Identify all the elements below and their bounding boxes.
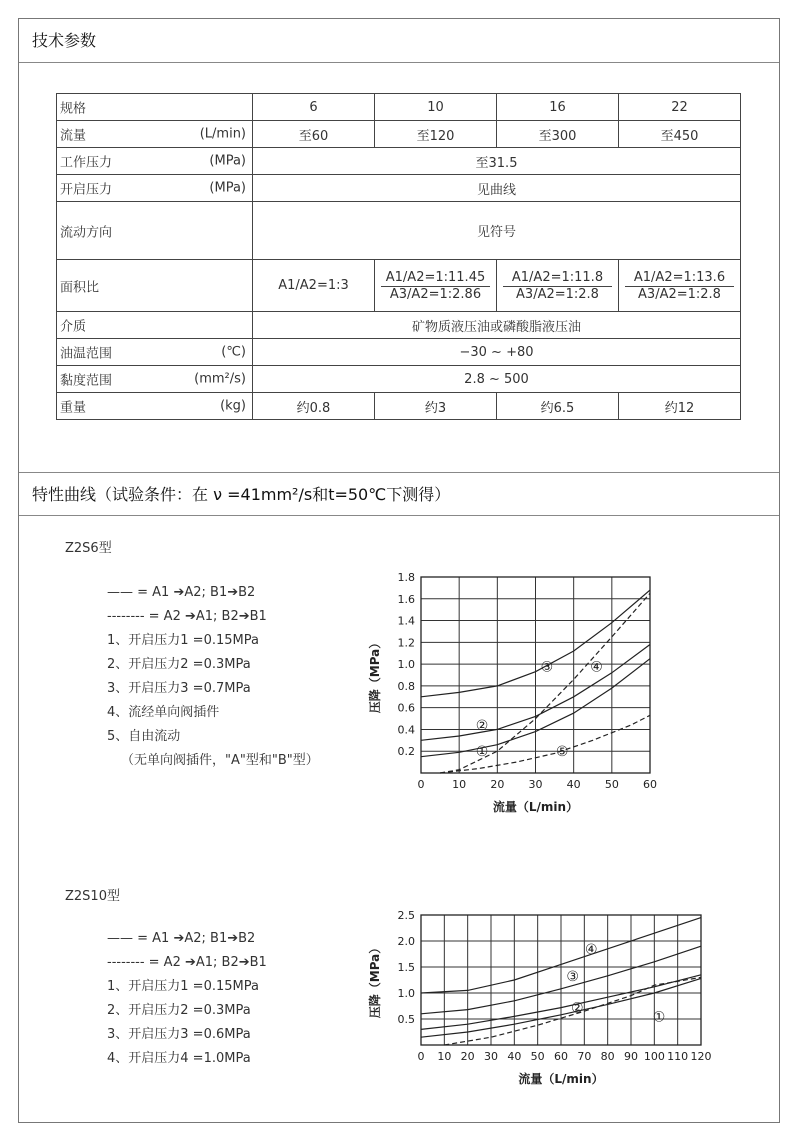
curve-label: ⑤ [555,744,569,761]
table-row [57,260,741,312]
curve-label: ③ [566,968,579,985]
table-cell: A1/A2=1:3 [253,260,375,312]
x-tick-label: 60 [554,1050,568,1063]
table-cell: 至450 [619,121,741,148]
row-label: 开启压力 [60,182,113,198]
curve-label: ④ [585,941,598,958]
table-cell: 见曲线 [253,175,741,202]
row-unit: (L/min) [199,126,246,142]
curve-label: ① [652,1009,666,1026]
x-tick-label: 50 [530,1050,545,1063]
row-unit: (MPa) [209,180,246,196]
table-cell: 矿物质液压油或磷酸脂液压油 [253,312,741,339]
row-label: 规格 [60,101,87,117]
table-cell: 2.8 ~ 500 [253,366,741,393]
chart-z2s6 [349,544,669,814]
x-tick-label: 90 [624,1050,638,1063]
curve-label: ② [475,718,489,735]
x-tick-label: 30 [484,1050,498,1063]
x-axis-label: 流量（L/min） [518,1072,604,1086]
y-tick-label: 1.5 [397,961,415,974]
curve-label: ② [571,1000,584,1017]
table-cell: 约3 [375,393,497,420]
x-tick-label: 20 [490,778,505,791]
row-label: 流量 [60,128,87,144]
table-cell [375,260,497,312]
row-label: 工作压力 [60,155,113,171]
x-tick-label: 20 [460,1050,475,1063]
row-label: 油温范围 [60,346,113,362]
row-label: 介质 [60,319,87,335]
row-label: 重量 [60,400,87,416]
table-row [57,202,741,260]
y-tick-label: 1.0 [397,658,415,672]
legend-item: -------- = A2 ➔A1; B2➔B1 [107,609,267,624]
legend-item: —— = A1 ➔A2; B1➔B2 [107,585,256,600]
section-title-curves: 特性曲线（试验条件：在 ν =41mm²/s和t=50℃下测得） [19,472,779,516]
row-label: 面积比 [60,280,100,295]
y-tick-label: 0.8 [397,679,415,693]
row-unit: (kg) [220,398,246,414]
ratio-top: A1/A2=1:11.45 [381,270,490,287]
ratio-top: A1/A2=1:13.6 [625,270,734,287]
legend-z2s6 [107,581,319,773]
x-tick-label: 50 [604,778,619,791]
legend-item: （无单向阀插件，"A"型和"B"型） [121,753,319,768]
row-unit: (MPa) [209,153,246,169]
y-axis-label: 压降（MPa） [368,636,382,714]
row-label: 流动方向 [60,225,113,240]
y-axis-label: 压降（MPa） [368,941,382,1019]
row-unit: (mm²/s) [194,371,246,387]
y-tick-label: 0.5 [397,1013,415,1026]
y-tick-label: 1.6 [397,592,415,606]
table-row [57,393,741,420]
table-row [57,121,741,148]
ratio-top: A1/A2=1:11.8 [503,270,612,287]
x-axis-label: 流量（L/min） [492,800,579,814]
legend-item: —— = A1 ➔A2; B1➔B2 [107,931,256,946]
y-tick-label: 2.0 [397,935,415,948]
x-tick-label: 60 [643,778,657,791]
spec-table [56,93,741,420]
legend-item: 4、开启压力4 =1.0MPa [107,1051,251,1066]
y-tick-label: 1.0 [397,987,415,1000]
table-row [57,339,741,366]
table-cell: 约12 [619,393,741,420]
table-cell: 约0.8 [253,393,375,420]
table-cell: 至120 [375,121,497,148]
curve-label: ③ [540,659,554,676]
y-tick-label: 0.6 [397,701,415,715]
table-cell: 22 [619,94,741,121]
x-tick-label: 100 [643,1050,665,1063]
x-tick-label: 0 [417,1050,425,1063]
table-row [57,366,741,393]
ratio-bottom: A3/A2=1:2.86 [389,286,482,302]
legend-z2s10 [107,927,267,1071]
x-tick-label: 80 [600,1050,615,1063]
x-tick-label: 70 [577,1050,592,1063]
legend-item: -------- = A2 ➔A1; B2➔B1 [107,955,267,970]
ratio-bottom: A3/A2=1:2.8 [638,286,721,302]
y-tick-label: 1.8 [397,571,415,584]
legend-item: 3、开启压力3 =0.6MPa [107,1027,251,1042]
y-tick-label: 1.4 [397,614,415,628]
panel-title-z2s10: Z2S10型 [65,889,120,904]
table-cell [497,260,619,312]
curve-label: ① [475,744,489,761]
page-frame [18,18,780,1123]
table-cell: 10 [375,94,497,121]
table-cell: 至60 [253,121,375,148]
legend-item: 1、开启压力1 =0.15MPa [107,979,259,994]
legend-item: 1、开启压力1 =0.15MPa [107,633,259,648]
row-unit: (℃) [221,344,246,360]
x-tick-label: 10 [452,778,467,791]
y-tick-label: 1.2 [397,636,415,650]
table-row [57,312,741,339]
x-tick-label: 0 [417,778,425,791]
x-tick-label: 40 [566,778,581,791]
curve-label: ④ [590,659,603,676]
table-cell: 见符号 [253,202,741,260]
y-tick-label: 0.2 [397,745,415,759]
table-cell: 约6.5 [497,393,619,420]
legend-item: 2、开启压力2 =0.3MPa [107,657,251,672]
table-cell [619,260,741,312]
x-tick-label: 30 [528,778,543,791]
y-tick-label: 2.5 [397,909,415,922]
legend-item: 5、自由流动 [107,729,181,744]
panel-title-z2s6: Z2S6型 [65,541,112,556]
table-cell: 至300 [497,121,619,148]
table-cell: 至31.5 [253,148,741,175]
table-cell: −30 ~ +80 [253,339,741,366]
x-tick-label: 40 [507,1050,522,1063]
legend-item: 3、开启压力3 =0.7MPa [107,681,251,696]
ratio-bottom: A3/A2=1:2.8 [516,286,599,302]
legend-item: 4、流经单向阀插件 [107,705,220,720]
table-row [57,148,741,175]
table-cell: 6 [253,94,375,121]
x-tick-label: 10 [437,1050,452,1063]
table-row [57,175,741,202]
table-cell: 16 [497,94,619,121]
table-row [57,94,741,121]
x-tick-label: 110 [667,1050,689,1063]
chart-z2s10 [349,877,712,1087]
x-tick-label: 120 [690,1050,712,1063]
row-label: 黏度范围 [60,373,113,389]
y-tick-label: 0.4 [397,723,415,737]
section-title-tech-params: 技术参数 [19,19,779,63]
legend-item: 2、开启压力2 =0.3MPa [107,1003,251,1018]
